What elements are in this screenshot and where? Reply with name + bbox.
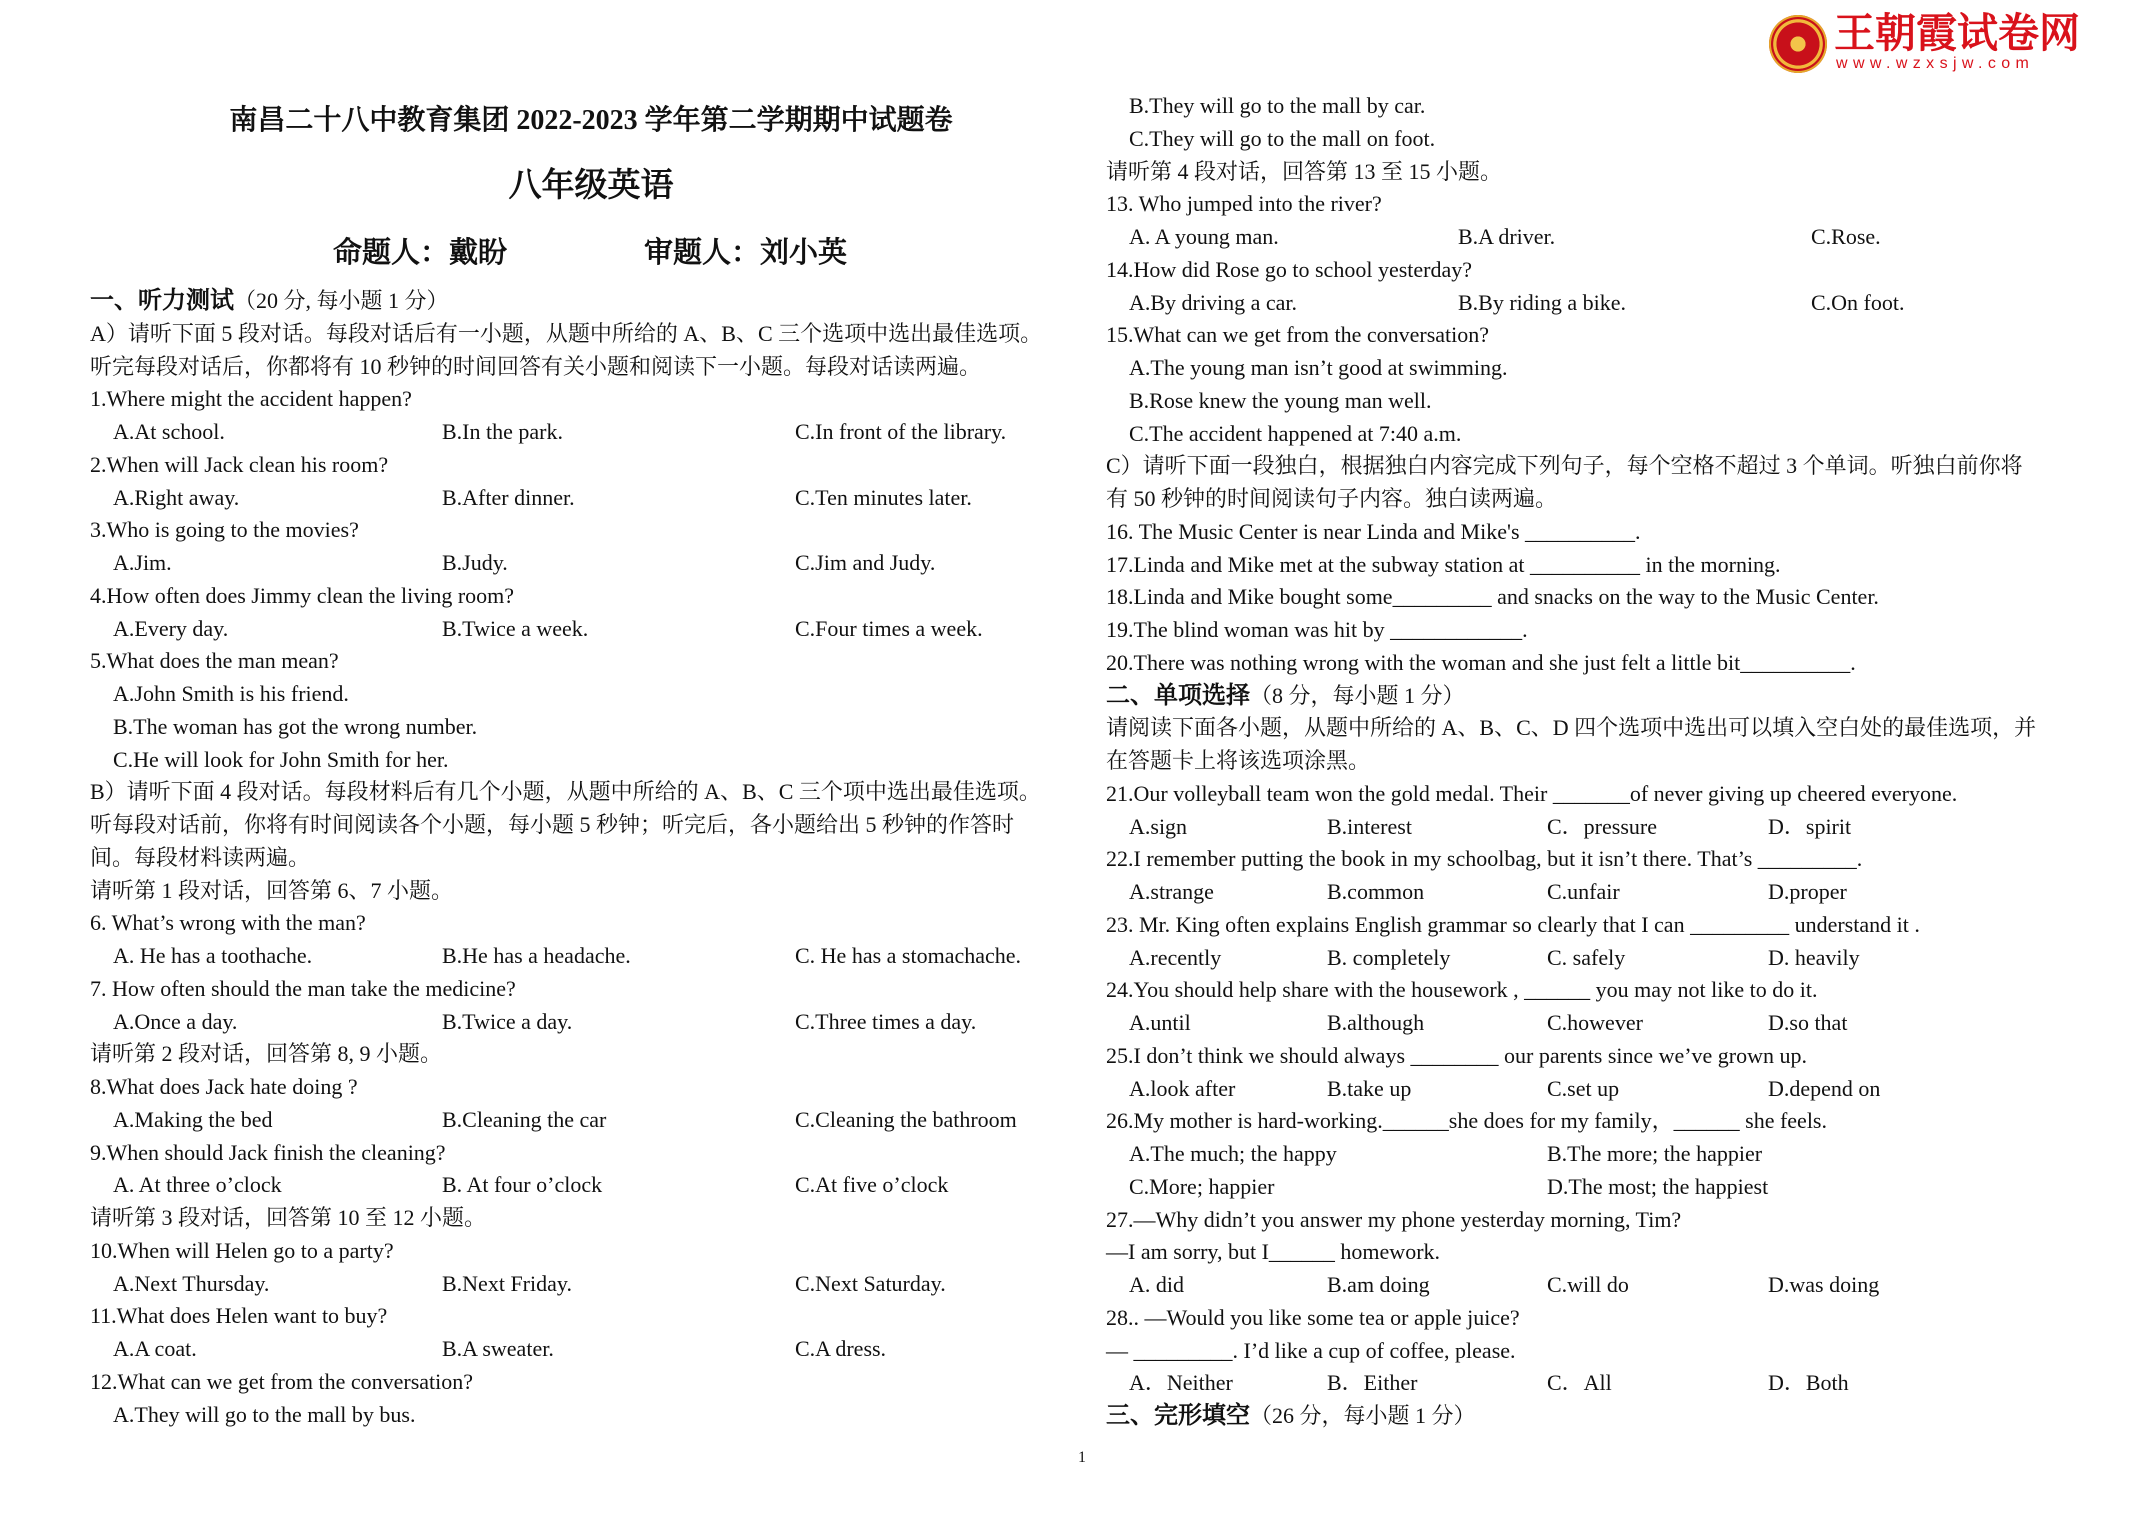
option-c: C.More; happier <box>1129 1173 1275 1199</box>
option-d: D.was doing <box>1768 1272 1880 1297</box>
question-8-options <box>90 1104 1075 1137</box>
option-c: C.unfair <box>1547 879 1620 904</box>
question-13-stem: 13. Who jumped into the river? <box>1106 191 1382 217</box>
question-22-stem: 22.I remember putting the book in my schoolbag, but it isn’t there. That’s _________. <box>1106 846 1863 872</box>
option-b: B.He has a headache. <box>442 943 631 968</box>
option-d: D.The most; the happiest <box>1547 1173 1769 1199</box>
part-c-instructions-line: 有 50 秒钟的时间阅读句子内容。独白读两遍。 <box>1106 486 1558 511</box>
question-9-options <box>90 1169 1075 1202</box>
left-column <box>90 285 1075 1431</box>
question-13-options <box>1106 221 2091 254</box>
option-b: B.Twice a week. <box>442 615 589 641</box>
option-d: D.so that <box>1768 1010 1848 1035</box>
option-c: C.set up <box>1547 1075 1620 1101</box>
section-1-heading <box>90 285 1075 318</box>
option-b: B.The more; the happier <box>1547 1141 1763 1166</box>
question-14-options <box>1106 287 2091 320</box>
part-a-instructions-line: A）请听下面 5 段对话。每段对话后有一小题，从题中所给的 A、B、C 三个选项中选出最佳选项。 <box>90 320 1043 346</box>
option-a: A．Neither <box>1129 1370 1233 1396</box>
question-21-stem: 21.Our volleyball team won the gold medal. Their _______of never giving up cheered everyone. <box>1106 780 1958 806</box>
question-6-options <box>90 940 1075 973</box>
option-b: B.Judy. <box>442 550 508 575</box>
question-7-options <box>90 1006 1075 1039</box>
section-1-points: （20 分, 每小题 1 分） <box>234 288 449 313</box>
question-setter: 命题人：戴盼 <box>333 237 508 269</box>
dialog-4-note: 请听第 4 段对话，回答第 13 至 15 小题。 <box>1106 158 1503 184</box>
option-b: B.take up <box>1327 1075 1412 1101</box>
option-b: B.A sweater. <box>442 1336 554 1361</box>
option-a: A.The much; the happy <box>1129 1141 1337 1166</box>
question-19: 19.The blind woman was hit by ____________. <box>1106 617 1528 642</box>
watermark-url: www.wzxsjw.com <box>1836 55 2035 72</box>
option-a: A.recently <box>1129 944 1222 970</box>
option-b: B.Rose knew the young man well. <box>1129 387 1432 413</box>
question-27-reply: —I am sorry, but I______ homework. <box>1106 1239 1441 1265</box>
option-a: A.strange <box>1129 879 1214 904</box>
section-2-heading <box>1106 680 2091 713</box>
question-5-stem: 5.What does the man mean? <box>90 648 339 674</box>
question-26-options-row-1 <box>1106 1138 2091 1171</box>
question-23-stem: 23. Mr. King often explains English grammar so clearly that I can _________ understand it . <box>1106 911 1920 937</box>
option-c: C.Four times a week. <box>795 615 983 641</box>
option-c: C.He will look for John Smith for her. <box>113 746 449 772</box>
question-24-stem: 24.You should help share with the housework , ______ you may not like to do it. <box>1106 977 1818 1003</box>
option-c: C.In front of the library. <box>795 419 1007 444</box>
option-b: B.common <box>1327 879 1425 904</box>
part-a-instructions-line: 听完每段对话后，你都将有 10 秒钟的时间回答有关小题和阅读下一小题。每段对话读两遍。 <box>90 353 982 379</box>
option-d: D．Both <box>1768 1370 1849 1396</box>
option-d: D.proper <box>1768 879 1847 904</box>
option-c: C. He has a stomachache. <box>795 943 1022 968</box>
section-1-title: 一、听力测试 <box>90 288 234 314</box>
option-b: B.interest <box>1327 813 1412 839</box>
option-a: A.The young man isn’t good at swimming. <box>1129 355 1508 380</box>
section-3-points: （26 分，每小题 1 分） <box>1250 1403 1476 1428</box>
section-2-points: （8 分，每小题 1 分） <box>1250 682 1465 708</box>
question-23-options <box>1106 942 2091 975</box>
option-a: A. He has a toothache. <box>113 943 313 968</box>
question-10-options <box>90 1268 1075 1301</box>
watermark-name: 王朝霞试卷网 <box>1834 10 2080 56</box>
question-27-stem: 27.—Why didn’t you answer my phone yesterday morning, Tim? <box>1106 1206 1682 1232</box>
option-a: A.until <box>1129 1010 1191 1035</box>
question-22-options <box>1106 876 2091 909</box>
page-number: 1 <box>1078 1449 1086 1466</box>
question-21-options <box>1106 811 2091 844</box>
option-c: C.Cleaning the bathroom <box>795 1106 1017 1132</box>
option-b: B.Next Friday. <box>442 1270 572 1296</box>
option-b: B．Either <box>1327 1370 1418 1396</box>
logo-emblem-icon <box>1769 15 1827 73</box>
question-2-stem: 2.When will Jack clean his room? <box>90 451 389 477</box>
question-11-options <box>90 1333 1075 1366</box>
option-c: C. safely <box>1547 944 1626 970</box>
option-a: A. At three o’clock <box>113 1172 282 1198</box>
option-c: C．All <box>1547 1370 1612 1396</box>
question-9-stem: 9.When should Jack finish the cleaning? <box>90 1139 446 1165</box>
question-12-stem: 12.What can we get from the conversation? <box>90 1368 474 1394</box>
option-c: C.will do <box>1547 1272 1629 1297</box>
option-c: C.Three times a day. <box>795 1008 977 1034</box>
question-7-stem: 7. How often should the man take the medicine? <box>90 975 516 1001</box>
question-16: 16. The Music Center is near Linda and Mike's __________. <box>1106 518 1641 544</box>
question-28-reply: — _________. I’d like a cup of coffee, please. <box>1106 1337 1516 1363</box>
question-3-options <box>90 547 1075 580</box>
option-a: A.Jim. <box>113 550 172 575</box>
question-reviewer: 审题人：刘小英 <box>644 237 848 269</box>
question-18: 18.Linda and Mike bought some_________ and snacks on the way to the Music Center. <box>1106 584 1879 610</box>
option-a: A.Every day. <box>113 615 229 641</box>
section-2-instructions-line: 在答题卡上将该选项涂黑。 <box>1106 748 1371 773</box>
question-26-stem: 26.My mother is hard-working.______she does for my family，______ she feels. <box>1106 1108 1827 1134</box>
option-a: A.John Smith is his friend. <box>113 681 349 706</box>
dialog-2-note: 请听第 2 段对话，回答第 8, 9 小题。 <box>90 1041 443 1067</box>
right-column <box>1106 90 2091 1433</box>
option-c: C.A dress. <box>795 1336 887 1361</box>
option-c: C.The accident happened at 7:40 a.m. <box>1129 420 1462 446</box>
section-3-heading <box>1106 1400 2091 1433</box>
question-28-stem: 28.. —Would you like some tea or apple juice? <box>1106 1304 1520 1330</box>
option-b: B.Cleaning the car <box>442 1106 607 1132</box>
question-25-options <box>1106 1073 2091 1106</box>
question-1-options <box>90 416 1075 449</box>
part-b-instructions-line: 间。每段材料读两遍。 <box>90 844 311 870</box>
option-b: B.although <box>1327 1010 1425 1035</box>
dialog-1-note: 请听第 1 段对话，回答第 6、7 小题。 <box>90 877 454 903</box>
question-6-stem: 6. What’s wrong with the man? <box>90 910 366 936</box>
option-c: C.On foot. <box>1811 289 1905 315</box>
question-2-options <box>90 482 1075 515</box>
question-24-options <box>1106 1007 2091 1040</box>
question-26-options-row-2 <box>1106 1171 2091 1204</box>
option-b: B.They will go to the mall by car. <box>1129 93 1426 118</box>
option-b: B.After dinner. <box>442 484 575 510</box>
option-a: A.look after <box>1129 1075 1236 1101</box>
question-20: 20.There was nothing wrong with the woman and she just felt a little bit__________. <box>1106 649 1856 675</box>
option-a: A.A coat. <box>113 1336 197 1361</box>
option-c: C.They will go to the mall on foot. <box>1129 125 1436 151</box>
question-17: 17.Linda and Mike met at the subway station at __________ in the morning. <box>1106 551 1781 577</box>
option-d: D.depend on <box>1768 1075 1881 1101</box>
option-a: A. A young man. <box>1129 224 1279 249</box>
question-10-stem: 10.When will Helen go to a party? <box>90 1237 394 1263</box>
part-b-instructions-line: 听每段对话前，你将有时间阅读各个小题，每小题 5 秒钟；听完后，各小题给出 5 秒钟的作答时 <box>90 812 1015 837</box>
option-c: C.Next Saturday. <box>795 1270 946 1296</box>
exam-subtitle: 八年级英语 <box>508 168 674 204</box>
exam-title: 南昌二十八中教育集团 2022-2023 学年第二学期期中试题卷 <box>229 105 953 136</box>
option-a: A.Making the bed <box>113 1106 273 1132</box>
section-2-instructions-line: 请阅读下面各小题，从题中所给的 A、B、C、D 四个选项中选出可以填入空白处的最佳选项，并 <box>1106 715 2037 741</box>
option-d: D．spirit <box>1768 813 1852 839</box>
option-b: B. completely <box>1327 944 1451 970</box>
option-c: C.however <box>1547 1010 1643 1035</box>
option-a: A.By driving a car. <box>1129 289 1298 315</box>
option-b: B.Twice a day. <box>442 1008 573 1034</box>
option-c: C．pressure <box>1547 813 1657 839</box>
part-b-instructions-line: B）请听下面 4 段对话。每段材料后有几个小题，从题中所给的 A、B、C 三个项中选出最佳选项。 <box>90 779 1041 805</box>
option-b: B.A driver. <box>1458 224 1556 249</box>
question-8-stem: 8.What does Jack hate doing ? <box>90 1074 358 1099</box>
option-a: A.Right away. <box>113 484 240 510</box>
option-a: A.Next Thursday. <box>113 1270 270 1296</box>
question-25-stem: 25.I don’t think we should always ________ our parents since we’ve grown up. <box>1106 1042 1808 1068</box>
option-c: C.Jim and Judy. <box>795 550 936 575</box>
option-a: A.sign <box>1129 813 1188 839</box>
question-27-options <box>1106 1269 2091 1302</box>
option-d: D. heavily <box>1768 944 1860 970</box>
dialog-3-note: 请听第 3 段对话，回答第 10 至 12 小题。 <box>90 1205 487 1230</box>
option-b: B.In the park. <box>442 419 563 444</box>
option-a: A.Once a day. <box>113 1008 238 1034</box>
option-c: C.Ten minutes later. <box>795 484 972 510</box>
question-14-stem: 14.How did Rose go to school yesterday? <box>1106 256 1472 282</box>
option-c: C.At five o’clock <box>795 1172 949 1198</box>
part-c-instructions-line: C）请听下面一段独白，根据独白内容完成下列句子，每个空格不超过 3 个单词。听独白前你将 <box>1106 453 2023 479</box>
option-b: B. At four o’clock <box>442 1172 603 1198</box>
question-1-stem: 1.Where might the accident happen? <box>90 386 412 412</box>
question-15-stem: 15.What can we get from the conversation? <box>1106 322 1490 348</box>
section-3-title: 三、完形填空 <box>1106 1403 1250 1429</box>
question-28-options <box>1106 1367 2091 1400</box>
option-b: B.am doing <box>1327 1272 1430 1297</box>
option-a: A.They will go to the mall by bus. <box>113 1401 416 1427</box>
section-2-title: 二、单项选择 <box>1106 682 1250 709</box>
question-4-stem: 4.How often does Jimmy clean the living room? <box>90 582 515 608</box>
question-3-stem: 3.Who is going to the movies? <box>90 517 359 543</box>
option-b: B.The woman has got the wrong number. <box>113 713 478 739</box>
option-c: C.Rose. <box>1811 224 1881 249</box>
option-a: A. did <box>1129 1272 1184 1297</box>
question-11-stem: 11.What does Helen want to buy? <box>90 1303 388 1329</box>
option-b: B.By riding a bike. <box>1458 289 1627 315</box>
question-4-options <box>90 613 1075 646</box>
option-a: A.At school. <box>113 419 225 444</box>
